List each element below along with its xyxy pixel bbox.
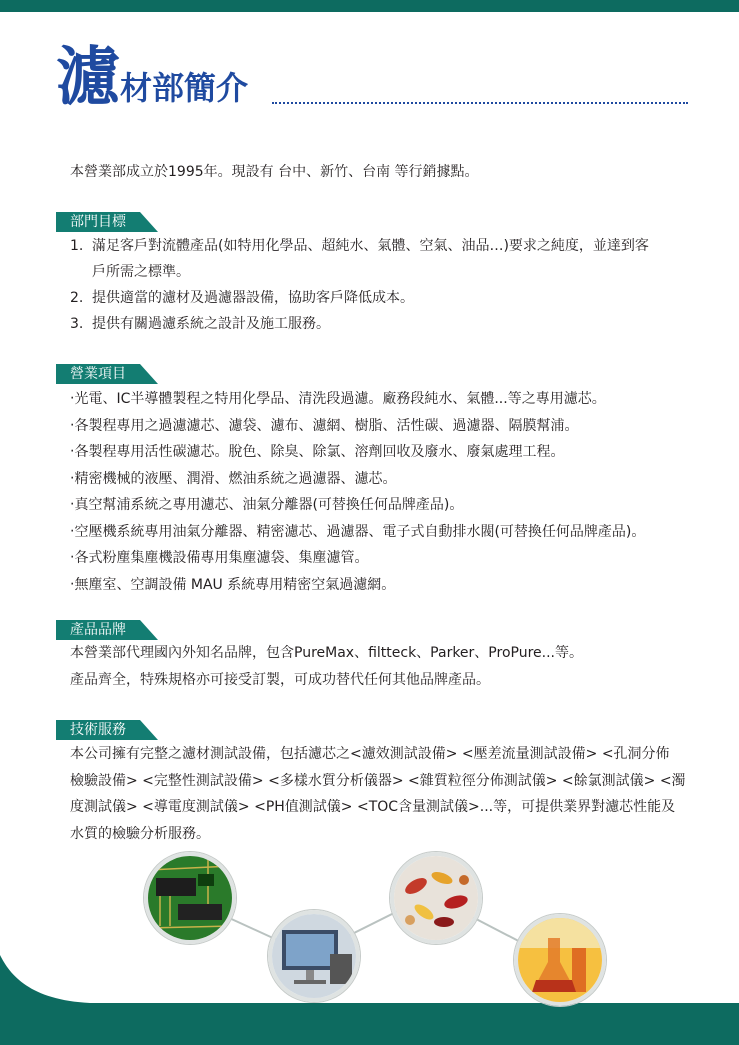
list-item: ‧各製程專用之過濾濾芯、濾袋、濾布、濾網、樹脂、活性碳、過濾器、隔膜幫浦。 (70, 417, 579, 434)
bottom-curve-decoration (0, 955, 90, 1015)
list-item: 1. 滿足客戶對流體產品(如特用化學品、超純水、氣體、空氣、油品…)要求之純度，並達到客 (70, 238, 649, 254)
business-list (70, 389, 645, 601)
title-rest: 材部簡介 (120, 69, 249, 107)
lab-glassware-photo (514, 914, 606, 1006)
section-label-brands: 產品品牌 (70, 622, 126, 638)
section-tag-brands (56, 620, 158, 640)
section-tag-business (56, 364, 158, 384)
intro-text: 本營業部成立於1995年。現設有 台中、新竹、台南 等行銷據點。 (70, 164, 479, 180)
list-item: ‧真空幫浦系統之專用濾芯、油氣分離器(可替換任何品牌產品)。 (70, 497, 464, 513)
capsules-photo (390, 852, 482, 944)
paragraph-line: 度測試儀> <導電度測試儀> <PH值測試儀> <TOC含量測試儀>...等，可提供業界對濾芯性能及 (70, 799, 676, 815)
page-title (56, 40, 249, 115)
paragraph-line: 產品齊全，特殊規格亦可接受訂製，可成功替代任何其他品牌產品。 (70, 672, 490, 688)
list-item: ‧無塵室、空調設備 MAU 系統專用精密空氣過濾網。 (70, 576, 396, 593)
section-label-business: 營業項目 (70, 366, 126, 382)
list-item: ‧空壓機系統專用油氣分離器、精密濾芯、過濾器、電子式自動排水閥(可替換任何品牌產品)。 (70, 523, 646, 540)
list-item: ‧各式粉塵集塵機設備專用集塵濾袋、集塵濾管。 (70, 550, 369, 566)
list-item: 2. 提供適當的濾材及過濾器設備，協助客戶降低成本。 (70, 290, 414, 306)
section-tag-goals (56, 212, 158, 232)
paragraph-line: 本營業部代理國內外知名品牌，包含PureMax、filtteck、Parker、ProPure...等。 (70, 645, 583, 661)
bottom-bar (0, 1003, 739, 1045)
title-big-char: 濾 (56, 41, 118, 115)
paragraph-line: 水質的檢驗分析服務。 (70, 825, 210, 842)
list-item-continuation: 戶所需之標準。 (92, 264, 190, 280)
list-item: 3. 提供有關過濾系統之設計及施工服務。 (70, 316, 330, 332)
list-item: ‧光電、IC半導體製程之特用化學品、清洗段過濾。廠務段純水、氣體...等之專用濾芯。 (70, 391, 606, 407)
section-label-goals: 部門目標 (70, 214, 126, 230)
section-tag-services (56, 720, 158, 740)
section-label-services: 技術服務 (70, 722, 126, 738)
goals-list (70, 236, 649, 340)
title-dotted-rule (272, 102, 688, 104)
brands-text (70, 643, 583, 697)
circuit-board-photo (144, 852, 236, 944)
computer-monitor-photo (268, 910, 360, 1002)
paragraph-line: 檢驗設備> <完整性測試設備> <多樣水質分析儀器> <雜質粒徑分佈測試儀> <餘氯測試儀> <濁 (70, 772, 686, 789)
services-text (70, 744, 686, 850)
list-item: ‧各製程專用活性碳濾芯。脫色、除臭、除氯、溶劑回收及廢水、廢氣處理工程。 (70, 444, 565, 460)
top-bar (0, 0, 739, 12)
paragraph-line: 本公司擁有完整之濾材測試設備，包括濾芯之<濾效測試設備> <壓差流量測試設備> <孔洞分佈 (70, 746, 670, 762)
list-item: ‧精密機械的液壓、潤滑、燃油系統之過濾器、濾芯。 (70, 470, 397, 487)
